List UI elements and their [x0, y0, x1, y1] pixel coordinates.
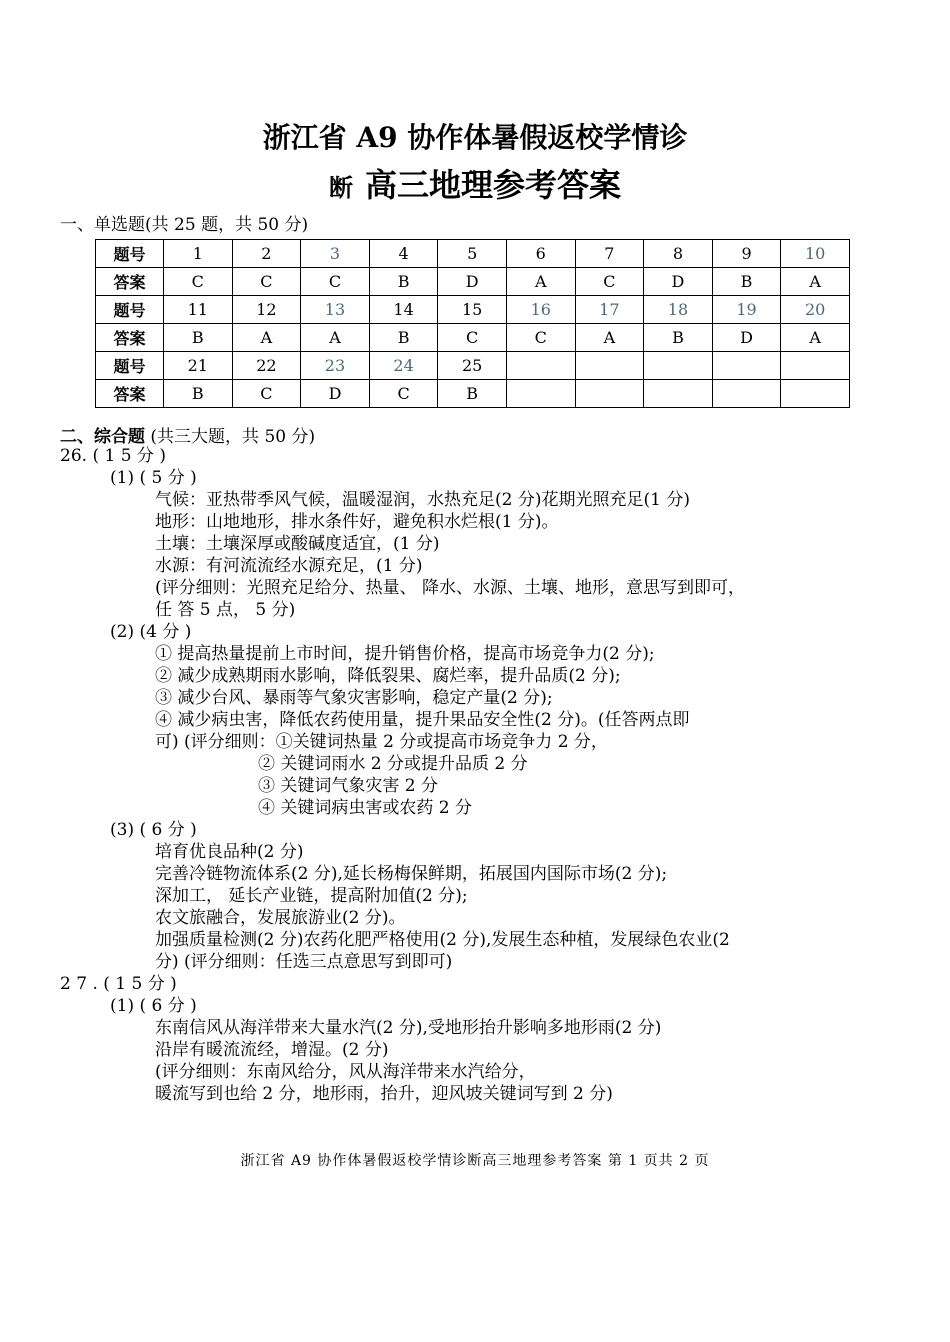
question-number-cell: 6	[506, 240, 575, 268]
answer-cell: A	[781, 324, 850, 352]
answer-cell	[712, 380, 781, 408]
q27-1-line: 沿岸有暖流流经，增湿。(2 分)	[155, 1040, 389, 1060]
question-number-cell: 2	[232, 240, 301, 268]
row-label-number: 题号	[96, 352, 164, 380]
section-2-heading	[60, 422, 315, 447]
q26-3-line: 深加工， 延长产业链，提高附加值(2 分);	[155, 886, 468, 906]
answer-cell: B	[712, 268, 781, 296]
question-number-cell: 16	[506, 296, 575, 324]
question-number-cell: 14	[369, 296, 438, 324]
row-label-number: 题号	[96, 296, 164, 324]
question-number-cell: 20	[781, 296, 850, 324]
q26-2-line: ④ 减少病虫害，降低农药使用量，提升果品安全性(2 分)。(任答两点即	[155, 710, 690, 730]
question-number-cell: 23	[301, 352, 370, 380]
q26-1-line: 土壤：土壤深厚或酸碱度适宜，(1 分)	[155, 534, 440, 554]
row-label-answer: 答案	[96, 380, 164, 408]
row-label-answer: 答案	[96, 324, 164, 352]
answer-cell: A	[232, 324, 301, 352]
section-1-heading: 一、单选题(共 25 题，共 50 分)	[60, 215, 309, 235]
q26-1-line: 气候：亚热带季风气候，温暖湿润，水热充足(2 分)花期光照充足(1 分)	[155, 490, 690, 510]
question-number-cell: 7	[575, 240, 644, 268]
q26-2-rubric: ④ 关键词病虫害或农药 2 分	[258, 798, 473, 818]
answer-cell: C	[301, 268, 370, 296]
q26-2-heading: (2) (4 分 )	[110, 622, 192, 642]
q27-1-heading: (1) ( 6 分 )	[110, 996, 197, 1016]
answer-cell: D	[301, 380, 370, 408]
question-number-cell: 8	[644, 240, 713, 268]
answer-cell: B	[164, 380, 233, 408]
answer-cell	[644, 380, 713, 408]
answer-cell: C	[575, 268, 644, 296]
q26-1-line: 地形：山地地形，排水条件好，避免积水烂根(1 分)。	[155, 512, 559, 532]
q26-1-line: 水源：有河流流经水源充足，(1 分)	[155, 556, 423, 576]
q26-heading: 26. ( 1 5 分 )	[60, 446, 166, 466]
question-number-row	[96, 240, 850, 268]
q26-3-line: 加强质量检测(2 分)农药化肥严格使用(2 分),发展生态种植，发展绿色农业(2	[155, 930, 730, 950]
answer-cell: C	[438, 324, 507, 352]
row-label-number: 题号	[96, 240, 164, 268]
question-number-cell	[781, 352, 850, 380]
q27-heading: 2 7 . ( 1 5 分 )	[60, 974, 177, 994]
question-number-cell	[506, 352, 575, 380]
q27-1-rubric: (评分细则：东南风给分，风从海洋带来水汽给分，	[155, 1062, 536, 1082]
page-footer: 浙江省 A9 协作体暑假返校学情诊断高三地理参考答案 第 1 页共 2 页	[240, 1153, 710, 1169]
q27-1-rubric: 暖流写到也给 2 分，地形雨，抬升，迎风坡关键词写到 2 分)	[155, 1084, 613, 1104]
q26-2-rubric: 可) (评分细则：①关键词热量 2 分或提高市场竞争力 2 分，	[155, 732, 608, 752]
answer-row	[96, 380, 850, 408]
answer-table	[95, 239, 850, 408]
question-number-cell: 9	[712, 240, 781, 268]
q26-1-rubric: 任 答 5 点， 5 分)	[155, 600, 296, 620]
answer-row	[96, 324, 850, 352]
answer-cell: C	[232, 268, 301, 296]
question-number-cell: 12	[232, 296, 301, 324]
answer-cell: A	[781, 268, 850, 296]
answer-cell: B	[369, 268, 438, 296]
question-number-cell: 13	[301, 296, 370, 324]
answer-cell: D	[712, 324, 781, 352]
q26-1-rubric: (评分细则：光照充足给分、热量、 降水、水源、土壤、地形，意思写到即可，	[155, 578, 746, 598]
q26-2-line: ③ 减少台风、暴雨等气象灾害影响，稳定产量(2 分);	[155, 688, 553, 708]
answer-cell: D	[438, 268, 507, 296]
answer-row	[96, 268, 850, 296]
answer-cell: A	[575, 324, 644, 352]
answer-cell	[781, 380, 850, 408]
q26-1-heading: (1) ( 5 分 )	[110, 468, 197, 488]
q26-3-line: 完善冷链物流体系(2 分),延长杨梅保鲜期，拓展国内国际市场(2 分);	[155, 864, 668, 884]
question-number-cell: 15	[438, 296, 507, 324]
answer-cell: A	[301, 324, 370, 352]
answer-cell: C	[506, 324, 575, 352]
question-number-cell	[575, 352, 644, 380]
answer-cell: C	[164, 268, 233, 296]
q26-2-line: ① 提高热量提前上市时间，提升销售价格，提高市场竞争力(2 分);	[155, 644, 655, 664]
question-number-cell: 3	[301, 240, 370, 268]
answer-cell: D	[644, 268, 713, 296]
q26-2-rubric: ③ 关键词气象灾害 2 分	[258, 776, 439, 796]
question-number-cell: 21	[164, 352, 233, 380]
question-number-cell	[712, 352, 781, 380]
answer-cell: C	[232, 380, 301, 408]
question-number-row	[96, 296, 850, 324]
question-number-cell: 4	[369, 240, 438, 268]
answer-cell: B	[438, 380, 507, 408]
q26-2-rubric: ② 关键词雨水 2 分或提升品质 2 分	[258, 754, 528, 774]
question-number-cell: 10	[781, 240, 850, 268]
title-line-2-main: 高三地理参考答案	[364, 166, 621, 204]
section-2-heading-rest: (共三大题，共 50 分)	[145, 427, 316, 447]
question-number-cell: 18	[644, 296, 713, 324]
q26-3-heading: (3) ( 6 分 )	[110, 820, 197, 840]
question-number-cell: 19	[712, 296, 781, 324]
question-number-cell: 11	[164, 296, 233, 324]
question-number-cell: 17	[575, 296, 644, 324]
q26-3-line: 培育优良品种(2 分)	[155, 842, 304, 862]
question-number-cell: 1	[164, 240, 233, 268]
answer-cell: B	[164, 324, 233, 352]
question-number-cell: 24	[369, 352, 438, 380]
q27-1-line: 东南信风从海洋带来大量水汽(2 分),受地形抬升影响多地形雨(2 分)	[155, 1018, 662, 1038]
title-line-1: 浙江省 A9 协作体暑假返校学情诊	[262, 121, 688, 154]
question-number-cell: 5	[438, 240, 507, 268]
question-number-cell	[644, 352, 713, 380]
answer-cell: C	[369, 380, 438, 408]
q26-3-rubric: 分) (评分细则：任选三点意思写到即可)	[155, 952, 453, 972]
answer-cell: A	[506, 268, 575, 296]
q26-2-line: ② 减少成熟期雨水影响，降低裂果、腐烂率，提升品质(2 分);	[155, 666, 621, 686]
answer-cell: B	[644, 324, 713, 352]
title-line-2	[0, 160, 950, 206]
q26-3-line: 农文旅融合，发展旅游业(2 分)。	[155, 908, 406, 928]
answer-cell	[575, 380, 644, 408]
section-2-heading-bold: 二、综合题	[60, 427, 145, 447]
title-line-2-prefix: 断	[328, 173, 353, 202]
question-number-cell: 22	[232, 352, 301, 380]
question-number-row	[96, 352, 850, 380]
answer-cell: B	[369, 324, 438, 352]
question-number-cell: 25	[438, 352, 507, 380]
answer-cell	[506, 380, 575, 408]
row-label-answer: 答案	[96, 268, 164, 296]
